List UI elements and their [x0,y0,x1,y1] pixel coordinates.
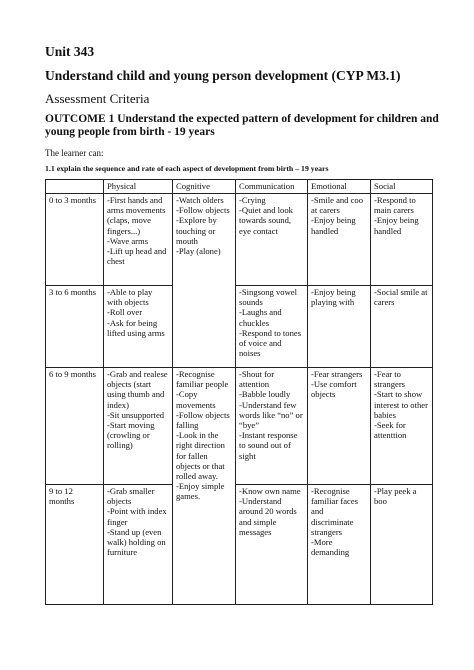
cognitive-cell: -Recognise familiar people -Copy movements -Follow objects falling -Look in the right direction for fallen objects or that rolled away. -Enjoy simple games. [173,368,236,605]
header-communication: Communication [236,180,308,194]
physical-cell: -Able to play with objects -Roll over -Ask for being lifted using arms [104,286,173,368]
section-heading: 1.1 explain the sequence and rate of each aspect of development from birth – 19 years [45,164,329,173]
emotional-cell: -Smile and coo at carers -Enjoy being handled [308,194,371,286]
age-cell: 3 to 6 months [46,286,104,368]
table-row [46,368,433,485]
table-row [46,485,433,605]
physical-cell: -Grab and realese objects (start using thumb and index) -Sit unsupported -Start moving (crowling or rolling) [104,368,173,485]
social-cell: -Play peek a boo [371,485,433,605]
age-cell: 6 to 9 months [46,368,104,485]
header-cognitive: Cognitive [173,180,236,194]
header-emotional: Emotional [308,180,371,194]
emotional-cell: -Fear strangers -Use comfort objects [308,368,371,485]
unit-title: Understand child and young person development (CYP M3.1) [45,68,401,83]
communication-cell: -Shout for attention -Babble loudly -Understand few words like “no” or “bye” -Instant response to sound out of sight [236,368,308,485]
age-cell: 0 to 3 months [46,194,104,286]
outcome-heading: OUTCOME 1 Understand the expected pattern of development for children and young people from birth - 19 years [45,113,439,138]
table-row [46,194,433,286]
physical-cell: -First hands and arms movements (claps, move fingers...) -Wave arms -Lift up head and chest [104,194,173,286]
physical-cell: -Grab smaller objects -Point with index finger -Stand up (even walk) holding on furniture [104,485,173,605]
emotional-cell: -Enjoy being playing with [308,286,371,368]
development-table [45,179,433,605]
table-row [46,286,433,368]
cognitive-cell: -Watch olders -Follow objects -Explore by touching or mouth -Play (alone) [173,194,236,368]
header-age [46,180,104,194]
table-header-row [46,180,433,194]
social-cell: -Respond to main carers -Enjoy being handled [371,194,433,286]
header-social: Social [371,180,433,194]
unit-heading: Unit 343 [45,44,95,59]
social-cell: -Fear to strangers -Start to show interest to other babies -Seek for attenttion [371,368,433,485]
communication-cell: -Know own name -Understand around 20 words and simple messages [236,485,308,605]
communication-cell: -Crying -Quiet and look towards sound, eye contact [236,194,308,286]
emotional-cell: -Recognise familiar faces and discriminate strangers -More demanding [308,485,371,605]
header-physical: Physical [104,180,173,194]
learner-can-text: The learner can: [45,148,104,158]
communication-cell: -Singsong vowel sounds -Laughs and chuckles -Respond to tones of voice and noises [236,286,308,368]
social-cell: -Social smile at carers [371,286,433,368]
assessment-criteria-heading: Assessment Criteria [45,91,150,106]
document-page [45,44,445,605]
age-cell: 9 to 12 months [46,485,104,605]
